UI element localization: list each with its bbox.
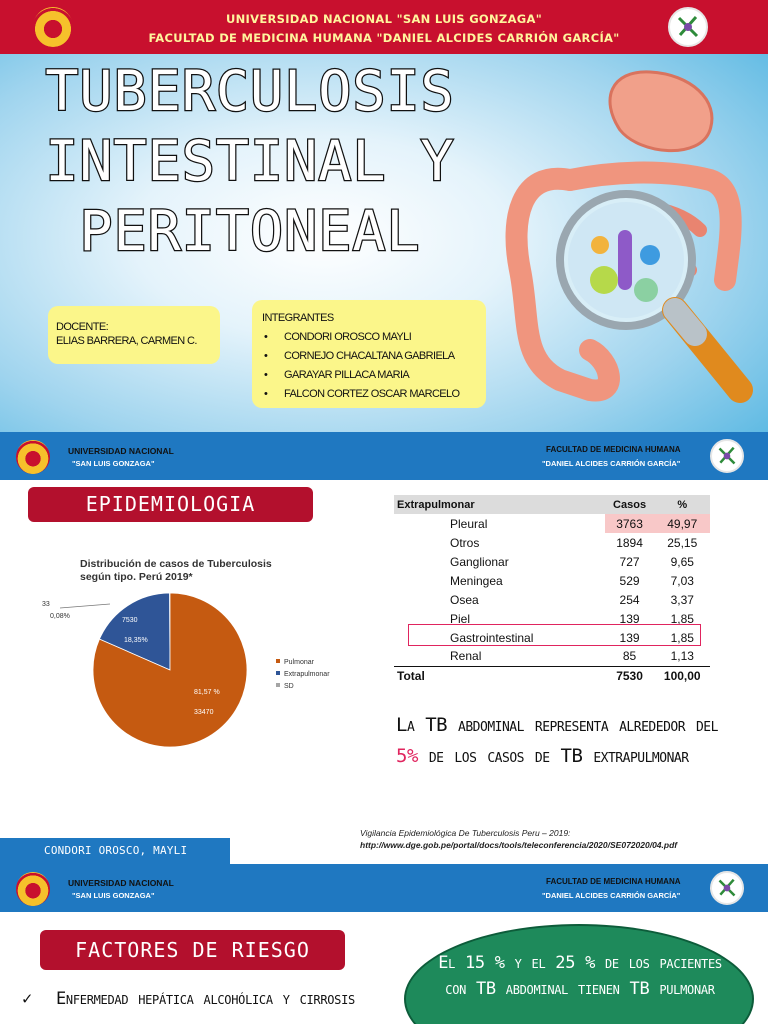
- legend-label: Extrapulmonar: [284, 671, 330, 678]
- cell-cases: 1894: [616, 535, 643, 550]
- cell-type: Piel: [450, 611, 471, 626]
- epidemiology-slide: [0, 432, 768, 864]
- cell-percent: 49,97: [655, 514, 710, 533]
- table-row: [394, 552, 710, 571]
- cell-percent: 9,65: [670, 554, 694, 569]
- presentation-title: [40, 56, 460, 266]
- risk-factors-slide: [0, 864, 768, 1024]
- legend-label: SD: [284, 683, 294, 690]
- statement-text: La TB abdominal representa alrededor del: [396, 714, 718, 736]
- title-slide: [0, 0, 768, 432]
- integrantes-label: INTEGRANTES: [262, 312, 334, 324]
- table-row: [394, 571, 710, 590]
- cell-type: Ganglionar: [450, 554, 509, 569]
- table-row: [394, 533, 710, 552]
- header-university: UNIVERSIDAD NACIONAL "SAN LUIS GONZAGA": [225, 12, 543, 26]
- pulmonar-count-label: 33470: [194, 709, 214, 716]
- abdominal-tb-statement: [396, 710, 726, 772]
- reference-url: http://www.dge.gob.pe/portal/docs/tools/teleconferencia/2020/SE072020/04.pdf: [360, 840, 678, 850]
- col-header-percent: %: [677, 498, 688, 511]
- header-university: UNIVERSIDAD NACIONAL: [68, 878, 174, 888]
- header-university-name: "SAN LUIS GONZAGA": [72, 891, 155, 900]
- cell-cases: 7530: [605, 666, 655, 685]
- integrante-item: • GARAYAR PILLACA MARIA: [262, 366, 476, 385]
- gastrointestinal-highlight-box: [408, 624, 701, 646]
- cell-type: Otros: [450, 535, 480, 550]
- pulmonar-percent-label: 81,57 %: [194, 689, 220, 696]
- cell-type: Renal: [450, 649, 482, 664]
- title-slide-header: [0, 0, 768, 54]
- col-header-type: Extrapulmonar: [397, 498, 475, 511]
- extrapulmonar-table: [394, 495, 710, 685]
- cell-percent: 3,37: [670, 592, 694, 607]
- sd-leader-line: [60, 604, 110, 608]
- intestine-magnifier-illustration: [500, 60, 768, 432]
- extrapulmonar-percent-label: 18,35%: [124, 637, 148, 644]
- cell-percent: 100,00: [655, 666, 710, 685]
- faculty-logo: [710, 439, 744, 473]
- cell-percent: 1,85: [670, 630, 694, 645]
- header-university-name: "SAN LUIS GONZAGA": [72, 459, 155, 468]
- pie-chart: [0, 432, 380, 832]
- pulmonary-tb-oval-text: El 15 % y el 25 % de los pacientes con TB abdominal tienen TB pulmonar: [438, 953, 722, 999]
- header-faculty: FACULTAD DE MEDICINA HUMANA: [546, 877, 681, 886]
- table-total-row: [394, 666, 710, 685]
- reference-title: Vigilancia Epidemiológica De Tuberculosis Peru – 2019:: [360, 828, 571, 838]
- cell-cases: 85: [622, 649, 637, 664]
- faculty-logo: [668, 7, 708, 47]
- extrapulmonar-count-label: 7530: [122, 617, 138, 624]
- cell-percent: 7,03: [670, 573, 694, 588]
- sd-percent-label: 0,08%: [50, 613, 70, 620]
- cell-cases: 139: [619, 630, 640, 645]
- cell-cases: 3763: [605, 514, 655, 533]
- risk-factor-item: [22, 986, 382, 1012]
- cell-type: Gastrointestinal: [450, 630, 534, 645]
- header-faculty-name: "DANIEL ALCIDES CARRIÓN GARCÍA": [542, 891, 681, 900]
- university-logo: [16, 872, 50, 906]
- cell-type: Pleural: [450, 516, 488, 531]
- legend-swatch: [276, 671, 280, 675]
- cell-type: Osea: [450, 592, 479, 607]
- cell-percent: 1,85: [670, 611, 694, 626]
- table-row: [394, 590, 710, 609]
- title-line-2: INTESTINAL Y: [45, 129, 455, 193]
- integrante-item: • CONDORI OROSCO MAYLI: [262, 328, 476, 347]
- col-header-cases: Casos: [613, 498, 647, 511]
- statement-percent: 5%: [396, 745, 418, 767]
- table-row: [394, 647, 710, 666]
- author-bar: CONDORI OROSCO, MAYLI: [0, 838, 230, 864]
- docente-box: [48, 306, 220, 364]
- integrantes-list: [262, 328, 476, 404]
- cell-type: Meningea: [450, 573, 503, 588]
- table-row: [394, 514, 710, 533]
- legend-label: Pulmonar: [284, 659, 314, 666]
- cell-type: Total: [394, 666, 605, 685]
- cell-percent: 1,13: [670, 649, 694, 664]
- cell-percent: 25,15: [667, 535, 698, 550]
- integrante-item: • FALCON CORTEZ OSCAR MARCELO: [262, 385, 476, 404]
- reference: [360, 827, 760, 851]
- legend-swatch: [276, 683, 280, 687]
- statement-text-end: de los casos de TB extrapulmonar: [417, 745, 689, 767]
- section-title-factores: FACTORES DE RIESGO: [40, 930, 345, 970]
- cell-cases: 529: [619, 573, 640, 588]
- title-line-1: TUBERCULOSIS: [45, 59, 455, 123]
- chart-title: Distribución de casos de Tuberculosis según tipo. Perú 2019*: [80, 558, 272, 583]
- header-faculty: FACULTAD DE MEDICINA HUMANA: [546, 445, 681, 454]
- sd-count-label: 33: [42, 601, 50, 608]
- header-faculty: FACULTAD DE MEDICINA HUMANA "DANIEL ALCIDES CARRIÓN GARCÍA": [148, 31, 620, 45]
- check-icon: ✓: [22, 989, 32, 1009]
- cell-cases: 727: [619, 554, 640, 569]
- integrante-item: • CORNEJO CHACALTANA GABRIELA: [262, 347, 476, 366]
- header-university: UNIVERSIDAD NACIONAL: [68, 446, 174, 456]
- docente-label: DOCENTE:: [56, 321, 109, 333]
- legend-swatch: [276, 659, 280, 663]
- section-title-epidemiologia: EPIDEMIOLOGIA: [28, 487, 313, 522]
- faculty-logo: [710, 871, 744, 905]
- title-line-3: PERITONEAL: [79, 199, 421, 263]
- integrantes-box: [252, 300, 486, 408]
- docente-name: ELIAS BARRERA, CARMEN C.: [56, 335, 197, 347]
- cell-cases: 254: [619, 592, 640, 607]
- cell-cases: 139: [619, 611, 640, 626]
- header-faculty-name: "DANIEL ALCIDES CARRIÓN GARCÍA": [542, 459, 681, 468]
- slide-header: [0, 864, 768, 912]
- table-header-row: [394, 495, 710, 514]
- risk-factor-text: Enfermedad hepática alcohólica y cirrosis: [56, 989, 355, 1009]
